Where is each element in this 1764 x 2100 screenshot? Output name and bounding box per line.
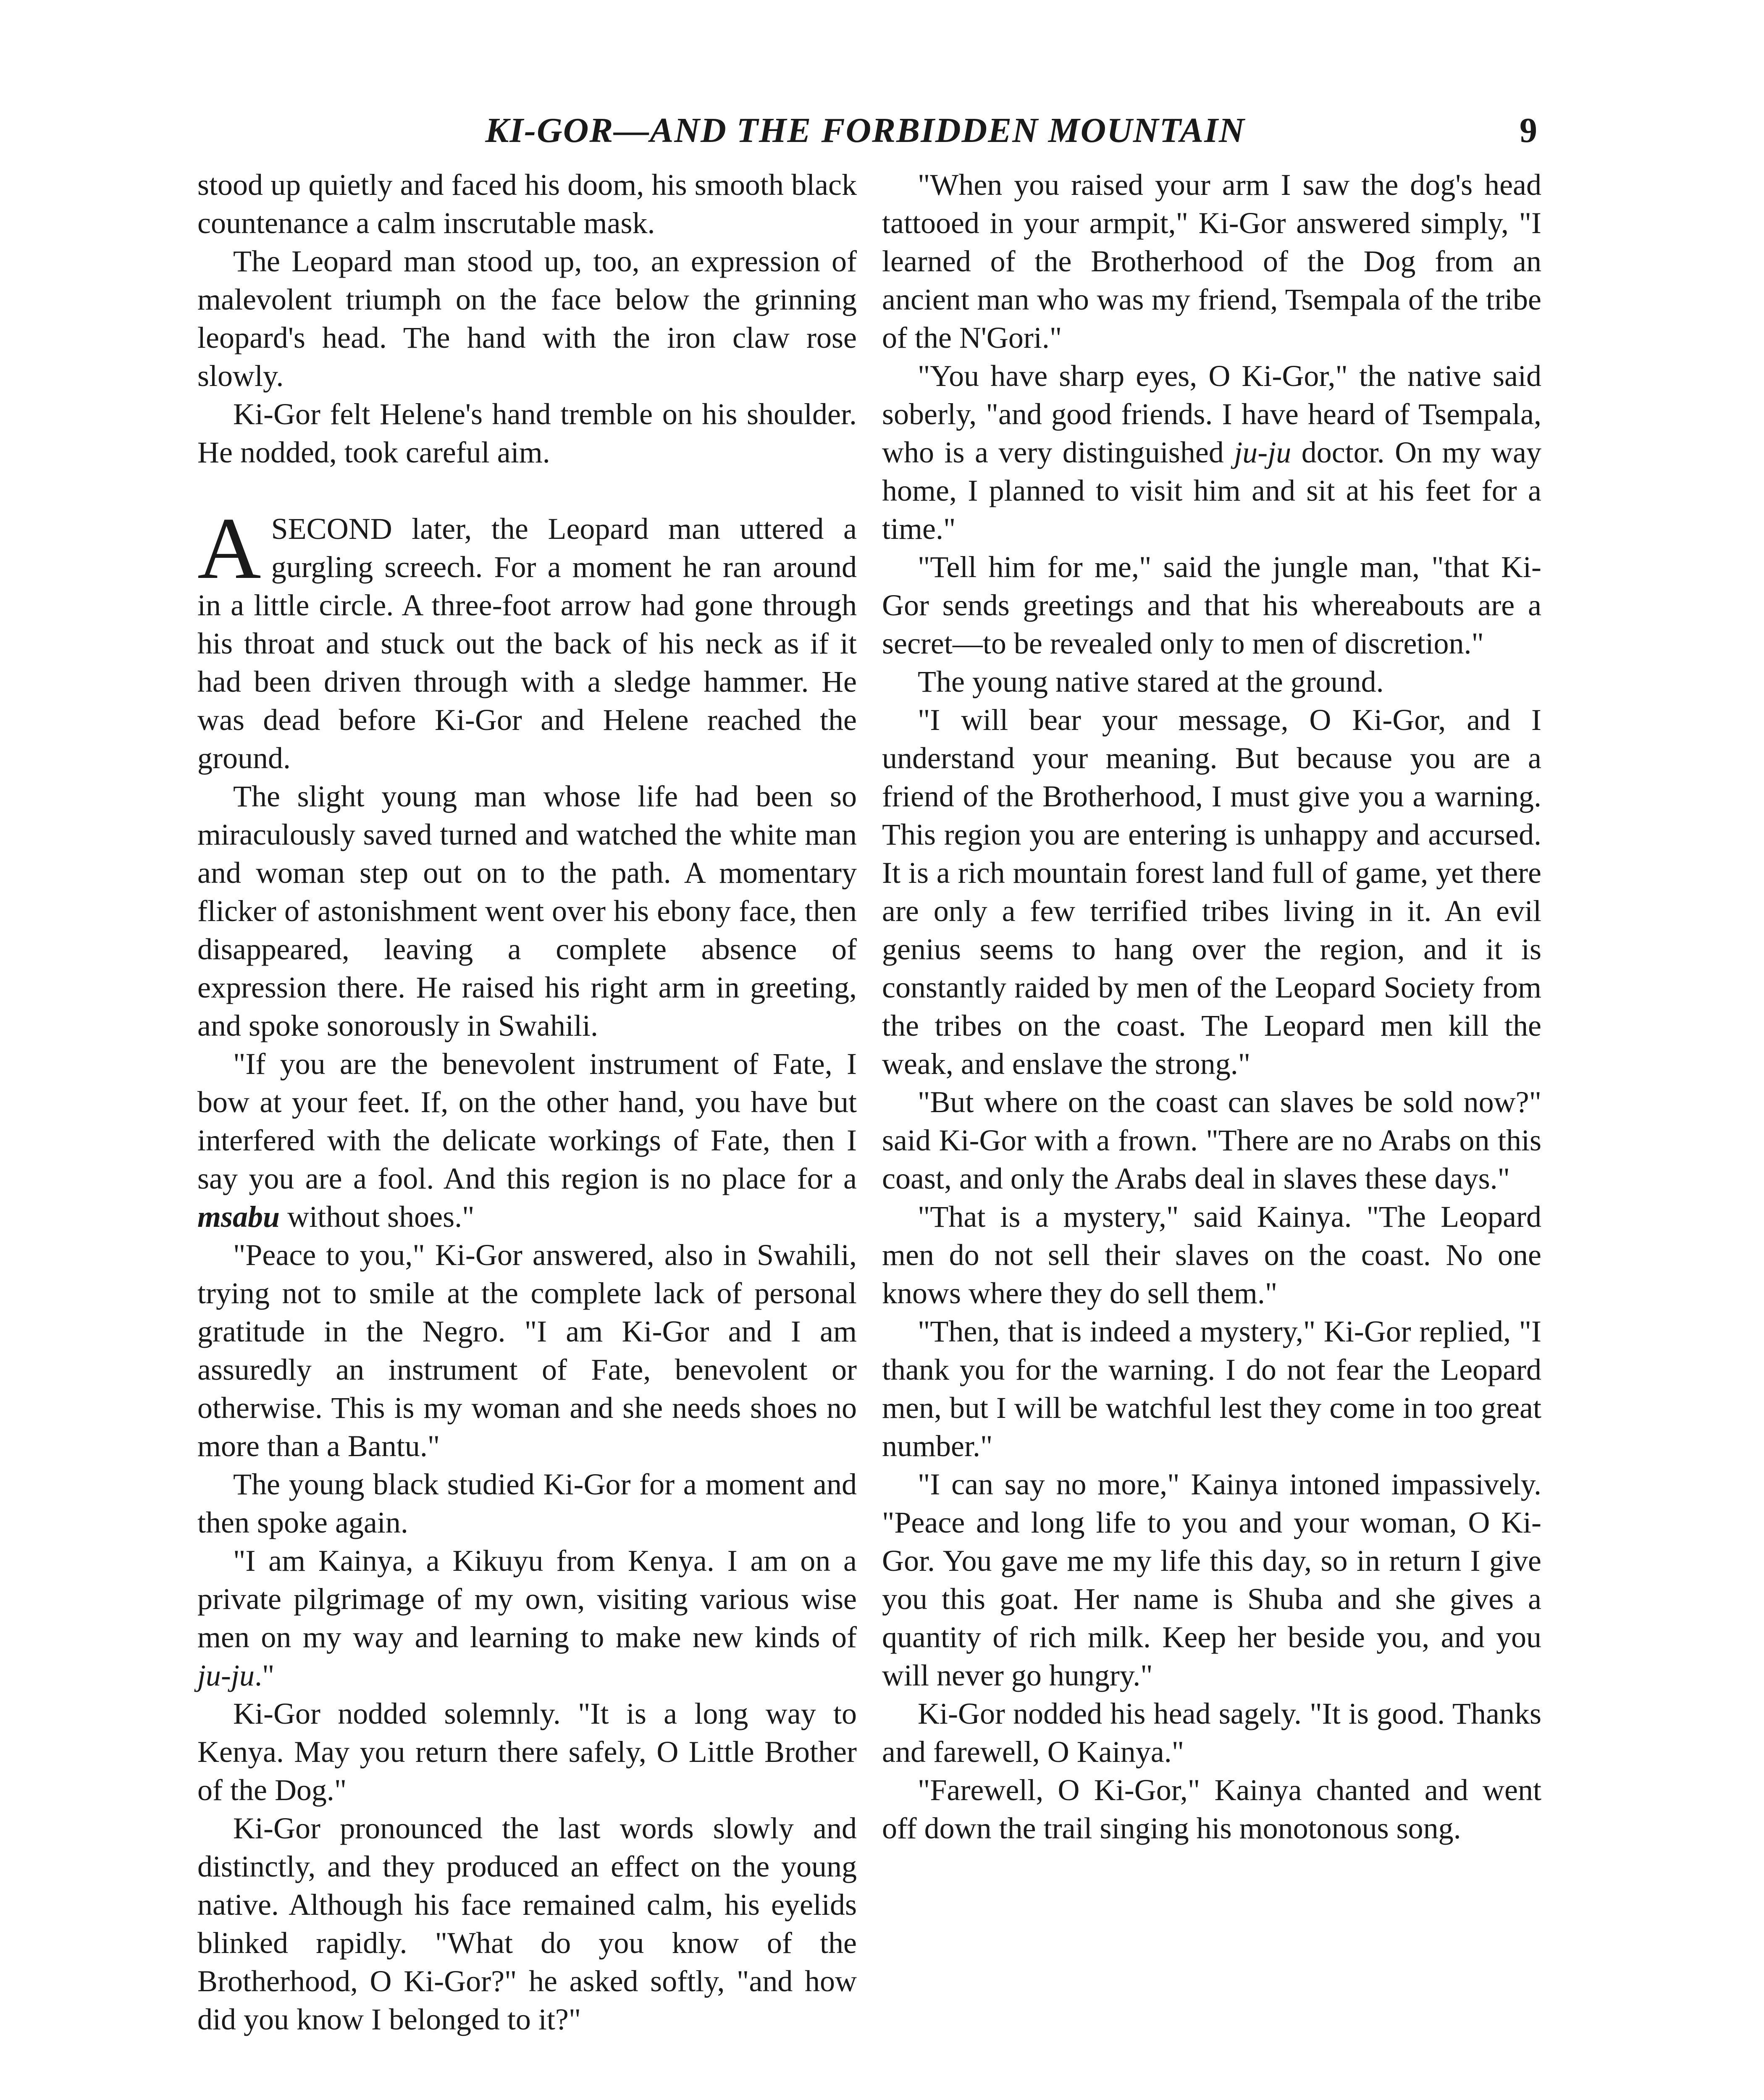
right-column — [882, 166, 1541, 1848]
italic-word: msabu — [197, 1200, 280, 1234]
paragraph-text: "I am Kainya, a Kikuyu from Kenya. I am on a private pilgrimage of my own, visiting various wise men on my way and learning to make new kinds of — [197, 1544, 857, 1654]
italic-word: ju-ju — [197, 1659, 255, 1692]
drop-cap: A — [197, 500, 261, 597]
section-start-paragraph — [197, 500, 857, 777]
paragraph: The Leopard man stood up, too, an expression of malevolent triumph on the face below the grinning leopard's head. The hand with the iron claw rose slowly. — [197, 244, 857, 393]
paragraph: "Tell him for me," said the jungle man, "that Ki-Gor sends greetings and that his whereabouts are a secret—to be revealed only to men of discretion." — [882, 550, 1541, 660]
paragraph: "Peace to you," Ki-Gor answered, also in Swahili, trying not to smile at the complete lack of personal gratitude in the Negro. "I am Ki-Gor and I am assuredly an instrument of Fate, benevolent or otherwise. This is my woman and she needs shoes no more than a Bantu." — [197, 1238, 857, 1463]
page-number: 9 — [1520, 111, 1537, 150]
page-header — [193, 110, 1537, 160]
paragraph — [882, 357, 1541, 548]
paragraph: Ki-Gor nodded solemnly. "It is a long way to Kenya. May you return there safely, O Little Brother of the Dog." — [197, 1697, 857, 1807]
paragraph-text: ." — [254, 1659, 275, 1692]
paragraph: The slight young man whose life had been so miraculously saved turned and watched the white man and woman step out on to the path. A momentary flicker of astonishment went over his ebony face, then disappeared, leaving a complete absence of expression there. He raised his right arm in greeting, and spoke sonorously in Swahili. — [197, 780, 857, 1042]
paragraph: "Farewell, O Ki-Gor," Kainya chanted and went off down the trail singing his monotonous song. — [882, 1773, 1541, 1845]
paragraph: The young native stared at the ground. — [918, 665, 1384, 698]
paragraph-text: doctor. On my way home, I planned to visit him and sit at his feet for a time." — [882, 436, 1542, 546]
paragraph-text: SECOND later, the Leopard man uttered a gurgling screech. For a moment he ran around in a little circle. A three-foot arrow had gone through his throat and stuck out the back of his neck as if it had been driven through with a sledge hammer. He was dead before Ki-Gor and Helene reached the ground. — [197, 512, 857, 775]
paragraph: "I can say no more," Kainya intoned impassively. "Peace and long life to you and your woman, O Ki-Gor. You gave me my life this day, so in return I give you this goat. Her name is Shuba and she gives a quantity of rich milk. Keep her beside you, and you will never go hungry." — [882, 1467, 1541, 1692]
paragraph: "I will bear your message, O Ki-Gor, and I understand your meaning. But because you are a friend of the Brotherhood, I must give you a warning. This region you are entering is unhappy and accursed. It is a rich mountain forest land full of game, yet there are only a few terrified tribes living in it. An evil genius seems to hang over the region, and it is constantly raided by men of the Leopard Society from the tribes on the coast. The Leopard men kill the weak, and enslave the strong." — [882, 703, 1541, 1081]
paragraph: The young black studied Ki-Gor for a moment and then spoke again. — [197, 1467, 857, 1539]
left-column — [197, 166, 857, 2039]
paragraph: Ki-Gor nodded his head sagely. "It is good. Thanks and farewell, O Kainya." — [882, 1697, 1541, 1769]
paragraph: Ki-Gor pronounced the last words slowly and distinctly, and they produced an effect on the young native. Although his face remained calm, his eyelids blinked rapidly. "What do you know of the Brotherhood, O Ki-Gor?" he asked softly, "and how did you know I belonged to it?" — [197, 1811, 857, 2036]
running-title: KI-GOR—AND THE FORBIDDEN MOUNTAIN — [485, 111, 1245, 150]
paragraph — [197, 1542, 857, 1695]
italic-word: ju-ju — [1234, 436, 1292, 469]
paragraph — [197, 1045, 857, 1236]
paragraph-text: "If you are the benevolent instrument of Fate, I bow at your feet. If, on the other hand, you have but interfered with the delicate workings of Fate, then I say you are a fool. And this region is no place for a — [197, 1047, 857, 1195]
paragraph: "Then, that is indeed a mystery," Ki-Gor replied, "I thank you for the warning. I do not fear the Leopard men, but I will be watchful lest they come in too great number." — [882, 1315, 1541, 1463]
paragraph: "That is a mystery," said Kainya. "The Leopard men do not sell their slaves on the coast. No one knows where they do sell them." — [882, 1200, 1541, 1310]
paragraph: stood up quietly and faced his doom, his smooth black countenance a calm inscrutable mask. — [197, 168, 857, 240]
paragraph: "When you raised your arm I saw the dog's head tattooed in your armpit," Ki-Gor answered simply, "I learned of the Brotherhood of the Dog from an ancient man who was my friend, Tsempala of the tribe of the N'Gori." — [882, 168, 1541, 354]
paragraph: Ki-Gor felt Helene's hand tremble on his shoulder. He nodded, took careful aim. — [197, 397, 857, 469]
paragraph: "But where on the coast can slaves be sold now?" said Ki-Gor with a frown. "There are no Arabs on this coast, and only the Arabs deal in slaves these days." — [882, 1085, 1541, 1195]
paragraph-text: without shoes." — [280, 1200, 475, 1234]
paragraph-text: "You have sharp eyes, O Ki-Gor," the native said soberly, "and good friends. I have heard of Tsempala, who is a very distinguished — [882, 359, 1541, 469]
